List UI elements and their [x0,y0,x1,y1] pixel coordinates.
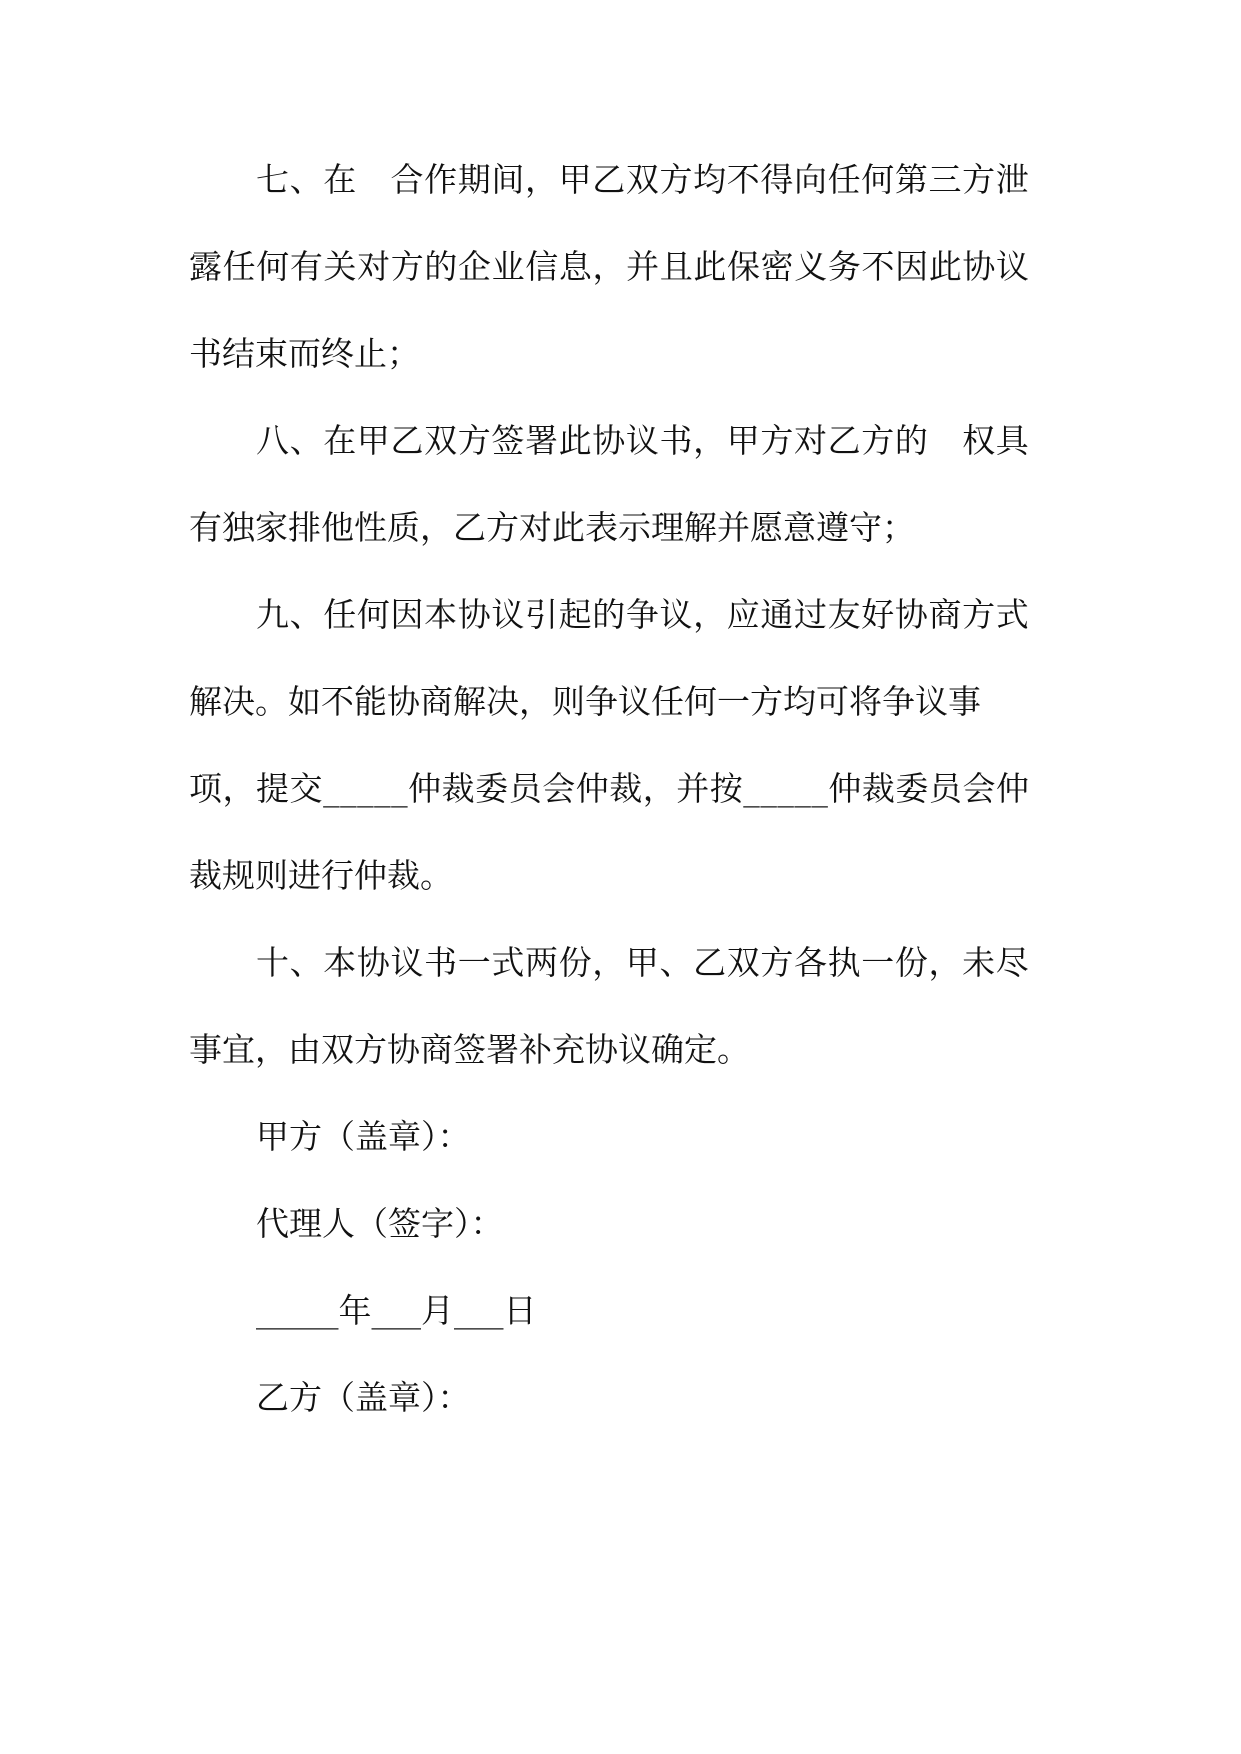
clause-9-line-2: 解决。如不能协商解决，则争议任何一方均可将争议事 [189,682,981,721]
party-b-seal-label: 乙方（盖章）： [256,1378,471,1417]
clause-8-line-1: 八 、 在 甲 乙 双 方 签 署 此 协 议 书 ， 甲 方 对 乙 方 的 权 具 [256,421,1029,460]
clause-10-line-2: 事宜，由双方协商签署补充协议确定。 [189,1030,750,1069]
clause-10-line-1: 十 、 本 协 议 书 一 式 两 份 ， 甲 、 乙 双 方 各 执 一 份 ， 未 尽 [256,943,1029,982]
clause-7-line-1: 七 、 在 合 作 期 间 ， 甲 乙 双 方 均 不 得 向 任 何 第 三 方 泄 [256,160,1029,199]
clause-9-line-1: 九 、 任 何 因 本 协 议 引 起 的 争 议 ， 应 通 过 友 好 协 商 方 式 [256,595,1029,634]
clause-7-line-3: 书结束而终止； [189,334,420,373]
clause-7-line-2: 露 任 何 有 关 对 方 的 企 业 信 息 ， 并 且 此 保 密 义 务 不 因 此 协 议 [189,247,1029,286]
party-a-seal-label: 甲方（盖章）： [256,1117,471,1156]
agent-signature-label: 代理人（签字）： [256,1204,504,1243]
date-line: _____年___月___日 [256,1291,537,1330]
clause-9-line-4: 裁规则进行仲裁。 [189,856,453,895]
clause-8-line-2: 有独家排他性质，乙方对此表示理解并愿意遵守； [189,508,915,547]
clause-9-line-3: 项 ， 提 交 _ _ _ _ _ 仲 裁 委 员 会 仲 裁 ， 并 按 _ _ _ _ _ 仲 裁 委 员 会 仲 [189,769,1029,808]
